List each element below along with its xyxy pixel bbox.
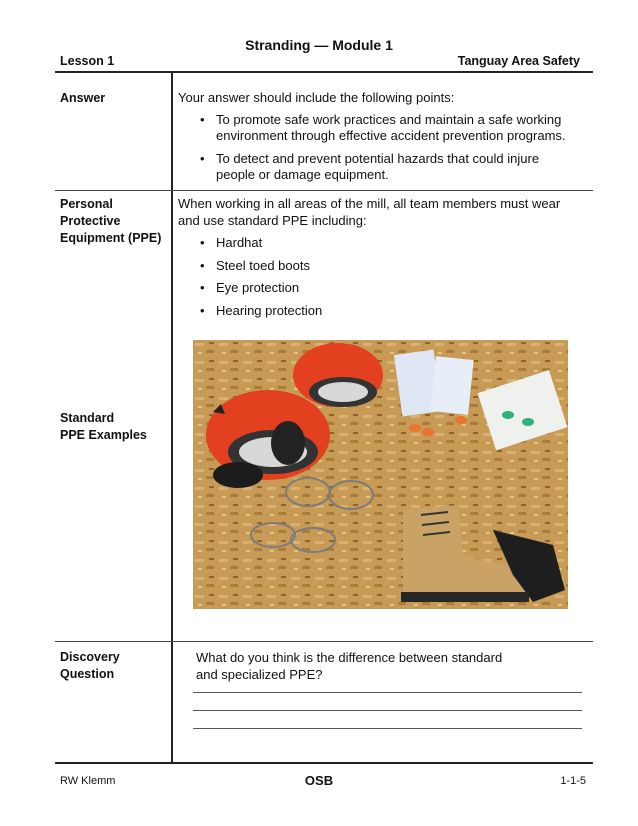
ppe-item: • Hearing protection [178, 303, 578, 320]
footer-page-number: 1-1-5 [560, 775, 586, 787]
footer-company: OSB [304, 773, 334, 788]
ppe-intro: When working in all areas of the mill, all team members must wear and use standard PPE including: [178, 196, 561, 228]
row-divider [55, 190, 593, 191]
ppe-item: • Hardhat [178, 235, 578, 252]
answer-line[interactable] [193, 728, 582, 729]
answer-point: • To detect and prevent potential hazards that could injure people or damage equipment. [178, 151, 578, 184]
lesson-label: Lesson 1 [60, 54, 115, 68]
footer-author: RW Klemm [60, 775, 116, 787]
ppe-photo [193, 340, 568, 609]
ppe-items [178, 235, 578, 319]
examples-label: Standard PPE Examples [60, 411, 147, 442]
ppe-item: • Steel toed boots [178, 258, 578, 275]
header-rule [55, 71, 593, 73]
site-label: Tanguay Area Safety [457, 54, 580, 68]
hardhat-right [293, 343, 383, 407]
row-divider [55, 641, 593, 642]
answer-points [178, 112, 578, 184]
discovery-label: Discovery Question [60, 650, 120, 681]
answer-line[interactable] [193, 692, 582, 693]
ppe-item: • Eye protection [178, 280, 578, 297]
ppe-label: Personal Protective Equipment (PPE) [60, 197, 162, 245]
answer-intro: Your answer should include the following points: [178, 90, 455, 105]
answer-line[interactable] [193, 710, 582, 711]
discovery-question: What do you think is the difference between standard and specialized PPE? [196, 650, 503, 682]
answer-label: Answer [60, 91, 106, 105]
answer-point: • To promote safe work practices and maintain a safe working environment through effective accident prevention programs. [178, 112, 578, 145]
page-title: Stranding — Module 1 [245, 37, 393, 53]
answer-section [178, 90, 578, 190]
column-divider [171, 72, 173, 764]
ppe-section [178, 196, 578, 325]
footer-rule [55, 762, 593, 764]
